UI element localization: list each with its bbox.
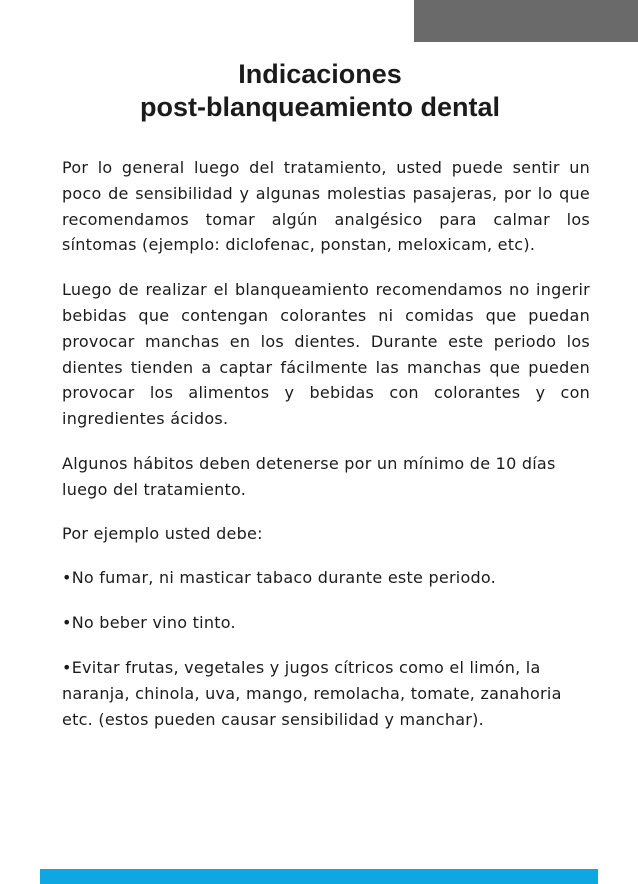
paragraph-habits: Algunos hábitos deben detenerse por un mínimo de 10 días luego del tratamiento.	[62, 453, 556, 499]
instructions-body	[62, 155, 590, 732]
corner-decoration-block	[414, 0, 638, 42]
list-item-no-smoking: •No fumar, ni masticar tabaco durante este periodo.	[62, 568, 497, 588]
page-title	[40, 58, 600, 124]
paragraph-stains: Luego de realizar el blanqueamiento recomendamos no ingerir bebidas que contengan colorantes ni comidas que puedan provocar manchas en los dientes. Durante este periodo los dientes tienden a captar fácilmente las manchas que pueden provocar los alimentos y bebidas con colorantes y con ingredientes ácidos.	[62, 280, 590, 429]
title-line-1: Indicaciones	[238, 59, 402, 89]
list-item-no-wine: •No beber vino tinto.	[62, 613, 236, 633]
list-item-avoid-citrus: •Evitar frutas, vegetales y jugos cítricos como el limón, la naranja, chinola, uva, mango, remolacha, tomate, zanahoria etc. (estos pueden causar sensibilidad y manchar).	[62, 657, 562, 729]
paragraph-example-intro: Por ejemplo usted debe:	[62, 523, 263, 543]
bottom-accent-bar	[40, 869, 598, 884]
title-line-2: post-blanqueamiento dental	[139, 92, 501, 122]
paragraph-sensitivity: Por lo general luego del tratamiento, usted puede sentir un poco de sensibilidad y algunas molestias pasajeras, por lo que recomendamos tomar algún analgésico para calmar los síntomas (ejemplo: diclofenac, ponstan, meloxicam, etc).	[62, 158, 590, 255]
